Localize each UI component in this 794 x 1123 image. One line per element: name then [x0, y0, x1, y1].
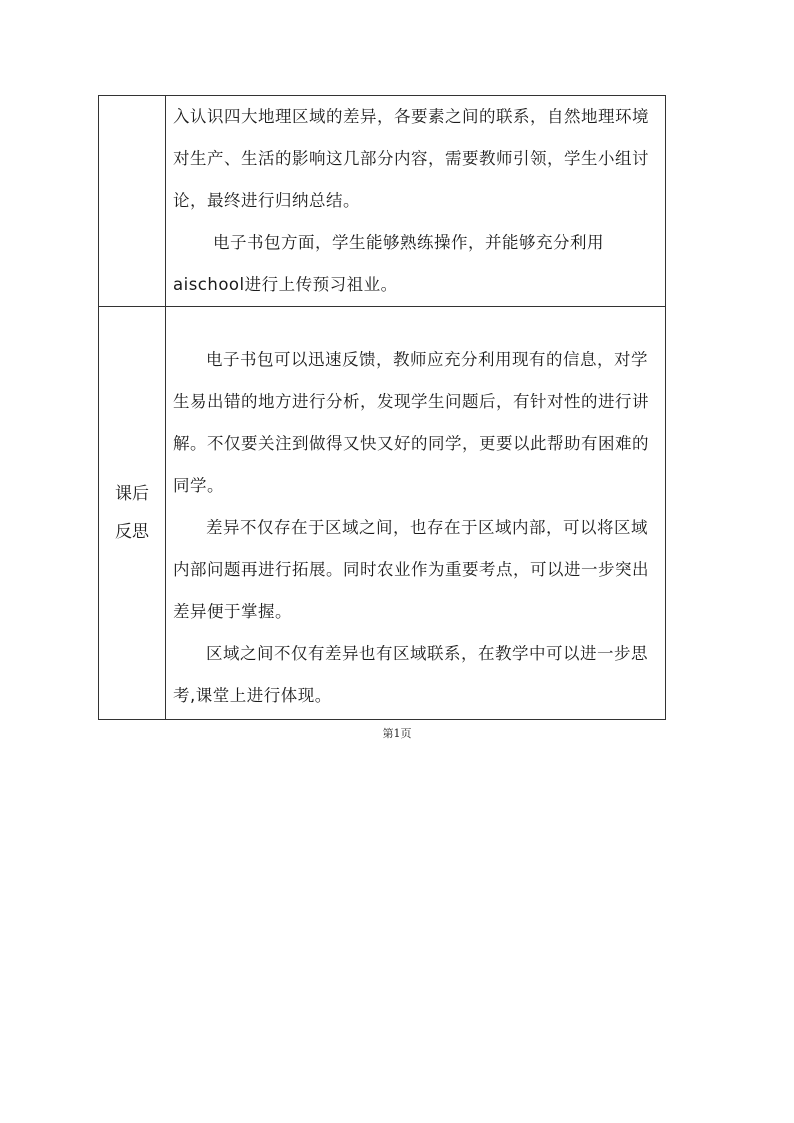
lesson-plan-table: [98, 95, 666, 720]
paragraph: 差异不仅存在于区域之间，也存在于区域内部，可以将区域内部问题再进行拓展。同时农业作为重要考点，可以进一步突出差异便于掌握。: [173, 518, 649, 621]
row-label-reflection: [99, 307, 166, 720]
row-label-empty: [99, 96, 166, 307]
row-label-line: 反思: [115, 522, 149, 542]
paragraph: 电子书包可以迅速反馈，教师应充分利用现有的信息，对学生易出错的地方进行分析，发现学生问题后，有针对性的进行讲解。不仅要关注到做得又快又好的同学，更要以此帮助有困难的同学。: [173, 350, 649, 495]
table-row: [99, 96, 666, 307]
paragraph: 电子书包方面，学生能够熟练操作，并能够充分利用aischool进行上传预习祖业。: [173, 233, 604, 294]
cell-content: [166, 307, 665, 717]
paragraph: 入认识四大地理区域的差异，各要素之间的联系，自然地理环境对生产、生活的影响这几部分内容，需要教师引领，学生小组讨论，最终进行归纳总结。: [173, 107, 649, 210]
table-row: [99, 307, 666, 720]
content-cell: [166, 307, 666, 720]
paragraph: 区域之间不仅有差异也有区域联系，在教学中可以进一步思考,课堂上进行体现。: [173, 644, 648, 705]
row-label-line: 课后: [115, 484, 149, 504]
page-number: 第1页: [382, 727, 412, 740]
content-cell: [166, 96, 666, 307]
cell-content: [166, 96, 665, 306]
